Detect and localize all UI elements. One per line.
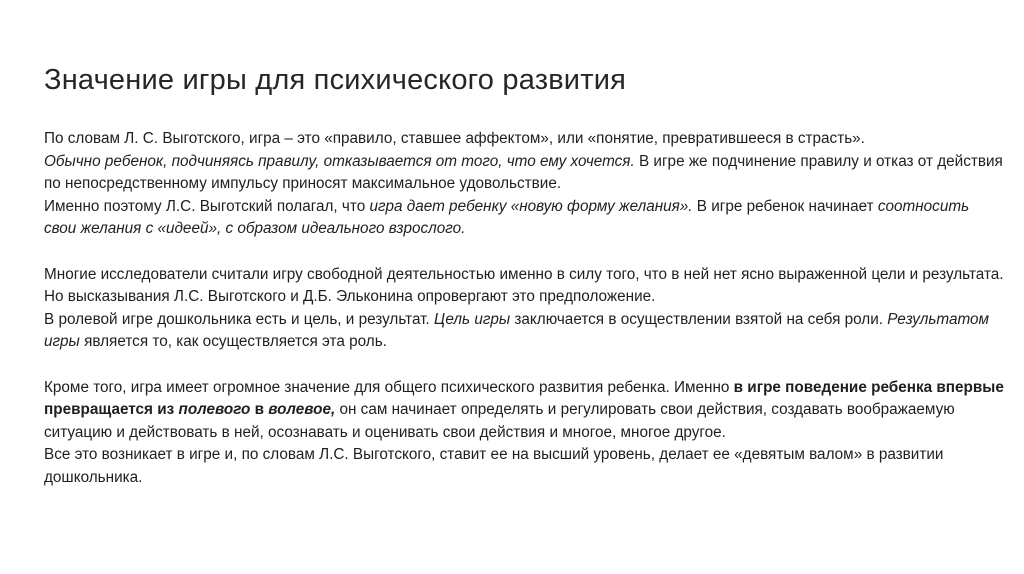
text: заключается в осуществлении взятой на себя роли. bbox=[510, 310, 888, 328]
italic-text: соотносить свои желания с «идеей», с образом идеального взрослого. bbox=[44, 197, 970, 238]
italic-text: игра дает ребенку «новую форму желания». bbox=[369, 197, 693, 215]
paragraph-general-development bbox=[44, 377, 1004, 445]
paragraph-ninth-wave bbox=[44, 444, 1004, 489]
text: Именно поэтому Л.С. Выготский полагал, что bbox=[44, 197, 370, 215]
text: По словам Л. С. Выготского, игра – это «правило, ставшее аффектом», или «понятие, превратившееся в страсть». bbox=[44, 130, 865, 147]
text: Многие исследователи считали игру свободной деятельностью именно в силу того, что в ней нет ясно выраженной цели и результата. Но высказывания Л.С. Выготского и Д.Б. Эльконина опровергают это предположение. bbox=[44, 265, 1004, 306]
paragraph-free-activity bbox=[44, 264, 1004, 309]
text: является то, как осуществляется эта роль. bbox=[79, 333, 387, 351]
paragraph-role-play-goal bbox=[44, 309, 1004, 354]
text: В ролевой игре дошкольника есть и цель, и результат. bbox=[44, 310, 434, 328]
bold-italic-text: полевого bbox=[178, 401, 251, 419]
italic-text: Цель игры bbox=[433, 310, 511, 328]
spacer bbox=[44, 241, 1004, 264]
text: он сам начинает определять и регулировать свои действия, создавать воображаемую ситуацию и действовать в ней, осознавать и оценивать свои действия и многое, многое другое. bbox=[44, 401, 955, 441]
paragraph-new-form-of-desire bbox=[44, 196, 1004, 241]
text: Все это возникает в игре и, по словам Л.С. Выготского, ставит ее на высший уровень, делает ее «девятым валом» в развитии дошкольника. bbox=[44, 446, 944, 486]
slide-body bbox=[44, 128, 1004, 490]
italic-text: Обычно ребенок, подчиняясь правилу, отказывается от того, что ему хочется. bbox=[44, 152, 635, 170]
italic-text: Результатом игры bbox=[44, 310, 990, 351]
bold-text: в bbox=[250, 401, 269, 419]
text: В игре же подчинение правилу и отказ от действия по непосредственному импульсу приносят максимальное удовольствие. bbox=[44, 152, 1003, 193]
spacer bbox=[44, 354, 1004, 377]
slide-title: Значение игры для психического развития bbox=[44, 64, 626, 96]
text: В игре ребенок начинает bbox=[692, 197, 878, 215]
paragraph-vygotsky-quote bbox=[44, 128, 1004, 196]
bold-text: в игре поведение ребенка впервые превращается из bbox=[44, 378, 1004, 419]
text: Кроме того, игра имеет огромное значение для общего психического развития ребенка. Именно bbox=[44, 378, 734, 396]
bold-italic-text: волевое, bbox=[268, 401, 336, 419]
